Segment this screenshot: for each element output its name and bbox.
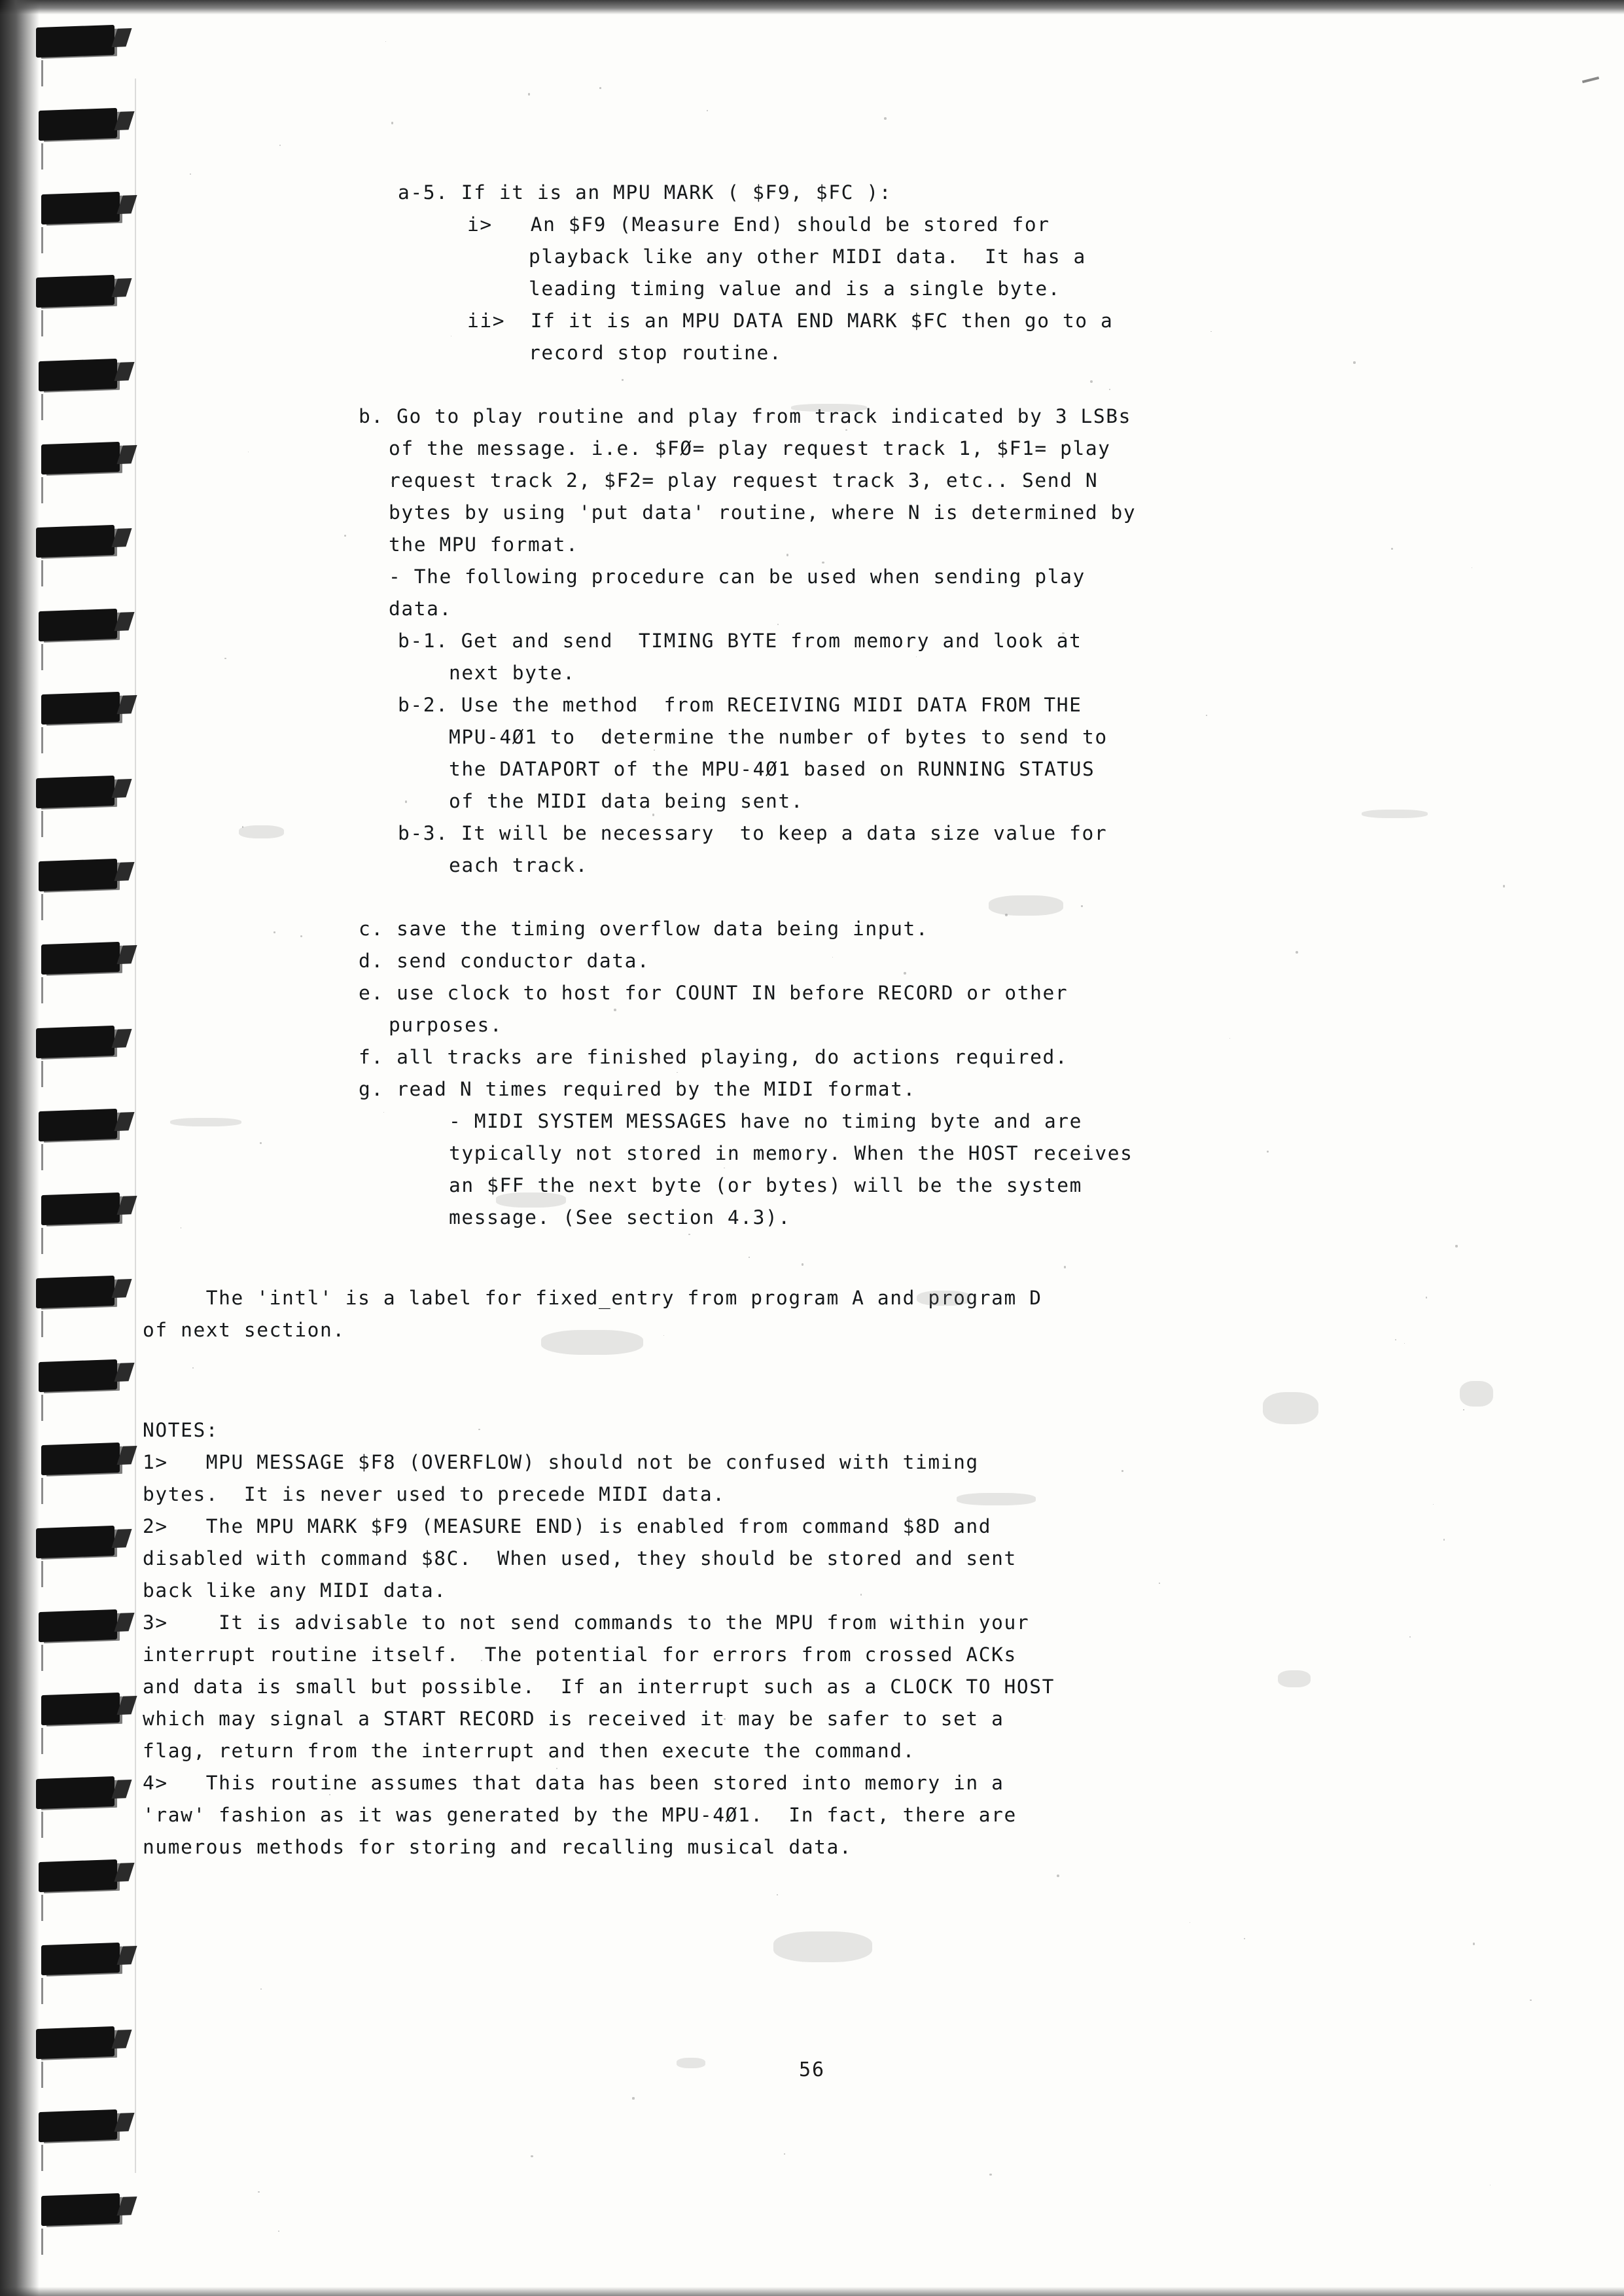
body-line: b. Go to play routine and play from track indicated by 3 LSBs <box>359 405 1131 427</box>
binding-hole <box>41 1693 120 1725</box>
body-line: typically not stored in memory. When the HOST receives <box>449 1142 1133 1164</box>
binding-tick <box>41 477 43 503</box>
body-line: of the MIDI data being sent. <box>449 790 804 812</box>
scan-speck <box>190 173 191 175</box>
notes-line: which may signal a START RECORD is received it may be safer to set a <box>143 1708 1004 1730</box>
body-line: d. send conductor data. <box>359 950 650 972</box>
binding-tick <box>41 394 43 420</box>
scan-speck <box>777 624 779 625</box>
paragraph-gap <box>143 882 1569 913</box>
scan-speck <box>1395 1339 1396 1340</box>
body-line: playback like any other MIDI data. It has a <box>529 245 1086 268</box>
spiral-binding-holes <box>36 26 134 2278</box>
scan-smudge <box>1263 1392 1318 1424</box>
notes-line: and data is small but possible. If an interrupt such as a CLOCK TO HOST <box>143 1676 1055 1698</box>
scan-speck <box>481 1660 482 1661</box>
notes-line: interrupt routine itself. The potential for errors from crossed ACKs <box>143 1643 1017 1666</box>
scan-edge-left <box>0 0 39 2296</box>
scan-smudge <box>677 2058 705 2068</box>
binding-hole <box>36 776 115 808</box>
page-number: 56 <box>798 2058 826 2081</box>
scan-smudge <box>773 1931 872 1962</box>
scan-speck <box>845 429 847 431</box>
binding-hole <box>39 108 117 141</box>
notes-gap <box>143 1346 1569 1414</box>
binding-hole <box>41 1943 120 1975</box>
scan-smudge <box>239 825 285 838</box>
document-body <box>143 177 1569 1863</box>
binding-hole <box>39 1609 117 1642</box>
scan-speck <box>632 2097 634 2099</box>
binding-hole <box>36 25 115 58</box>
notes-line: 2> The MPU MARK $F9 (MEASURE END) is enabled from command $8D and <box>143 1515 992 1537</box>
scan-corner-mark <box>1582 77 1599 83</box>
scan-speck <box>260 1142 262 1144</box>
body-line: message. (See section 4.3). <box>449 1206 791 1229</box>
binding-tick <box>41 1728 43 1754</box>
binding-tick <box>41 1978 43 2004</box>
binding-hole <box>39 1109 117 1141</box>
body-line: an $FF the next byte (or bytes) will be the system <box>449 1174 1083 1196</box>
binding-hole <box>41 1193 120 1225</box>
intl-paragraph-line: The 'intl' is a label for fixed_entry from program A and program D <box>143 1287 1042 1309</box>
scan-speck <box>724 1718 726 1720</box>
scan-smudge <box>496 1193 566 1207</box>
body-line: b-3. It will be necessary to keep a data size value for <box>398 822 1108 844</box>
binding-tick <box>41 1395 43 1421</box>
binding-tick <box>41 1061 43 1087</box>
scan-smudge <box>791 404 867 412</box>
scan-speck <box>1109 389 1110 390</box>
notes-line: 'raw' fashion as it was generated by the MPU-4Ø1. In fact, there are <box>143 1804 1017 1826</box>
scan-smudge <box>1278 1670 1311 1687</box>
binding-hole <box>36 1526 115 1558</box>
body-line: f. all tracks are finished playing, do actions required. <box>359 1046 1068 1068</box>
binding-tick <box>41 143 43 170</box>
binding-hole <box>36 1026 115 1058</box>
body-line: e. use clock to host for COUNT IN before RECORD or other <box>359 982 1068 1004</box>
section-gap <box>143 1234 1569 1282</box>
paragraph-gap <box>143 369 1569 401</box>
scan-speck <box>802 1263 803 1265</box>
binding-hole <box>41 2193 120 2225</box>
scan-artifact-line <box>135 79 136 2173</box>
scan-smudge <box>541 1330 643 1355</box>
scan-speck <box>1296 951 1298 954</box>
scan-speck <box>622 379 624 381</box>
scan-speck <box>1530 2000 1531 2001</box>
body-line: purposes. <box>389 1014 503 1036</box>
scan-speck <box>279 145 281 146</box>
body-line: bytes by using 'put data' routine, where N is determined by <box>389 501 1137 524</box>
scan-speck <box>951 295 952 296</box>
body-line: i> An $F9 (Measure End) should be stored for <box>467 213 1050 236</box>
scan-speck <box>1353 361 1355 363</box>
binding-hole <box>39 609 117 641</box>
scan-speck <box>654 749 655 751</box>
scan-speck <box>258 2191 259 2193</box>
binding-hole <box>41 1443 120 1475</box>
scan-speck <box>478 1429 480 1430</box>
scan-speck <box>573 1788 574 1789</box>
body-line: leading timing value and is a single byte. <box>529 278 1061 300</box>
binding-hole <box>39 1859 117 1892</box>
body-line: next byte. <box>449 662 576 684</box>
scan-smudge <box>989 895 1063 916</box>
binding-tick <box>41 1478 43 1504</box>
binding-tick <box>41 2145 43 2171</box>
binding-tick <box>41 1895 43 1921</box>
notes-line: bytes. It is never used to precede MIDI data. <box>143 1483 726 1505</box>
binding-hole <box>36 275 115 308</box>
scan-speck <box>278 2231 279 2232</box>
binding-hole <box>41 942 120 975</box>
body-line: c. save the timing overflow data being input. <box>359 918 929 940</box>
scan-smudge <box>170 1118 241 1127</box>
scan-speck <box>688 1234 690 1235</box>
notes-line: numerous methods for storing and recalling musical data. <box>143 1836 853 1858</box>
notes-line: disabled with command $8C. When used, they should be stored and sent <box>143 1547 1017 1570</box>
body-line: g. read N times required by the MIDI format. <box>359 1078 916 1100</box>
binding-tick <box>41 727 43 753</box>
binding-hole <box>39 359 117 391</box>
notes-heading: NOTES: <box>143 1419 219 1441</box>
body-line: a-5. If it is an MPU MARK ( $F9, $FC ): <box>398 181 892 204</box>
binding-tick <box>41 60 43 86</box>
body-line: the MPU format. <box>389 533 579 556</box>
binding-hole <box>39 2109 117 2142</box>
body-line: the DATAPORT of the MPU-4Ø1 based on RUNNING STATUS <box>449 758 1095 780</box>
notes-line: 3> It is advisable to not send commands to the MPU from within your <box>143 1611 1030 1634</box>
scan-speck <box>1062 632 1064 634</box>
intl-paragraph-line: of next section. <box>143 1319 345 1341</box>
scan-speck <box>260 1988 262 1990</box>
scan-edge-bottom <box>0 2287 1624 2296</box>
notes-line: 1> MPU MESSAGE $F8 (OVERFLOW) should not be confused with timing <box>143 1451 979 1473</box>
body-line: request track 2, $F2= play request track 3, etc.. Send N <box>389 469 1099 492</box>
scan-speck <box>1206 715 1207 716</box>
body-line: of the message. i.e. $FØ= play request track 1, $F1= play <box>389 437 1111 459</box>
scan-smudge <box>957 1493 1036 1505</box>
binding-tick <box>41 1645 43 1671</box>
scan-speck <box>1473 1943 1475 1945</box>
binding-hole <box>36 1276 115 1308</box>
body-line: MPU-4Ø1 to determine the number of bytes to send to <box>449 726 1108 748</box>
binding-hole <box>39 859 117 891</box>
binding-hole <box>36 525 115 558</box>
binding-hole <box>41 192 120 224</box>
scan-smudge <box>917 1291 971 1306</box>
scan-speck <box>413 1494 414 1496</box>
body-line: - The following procedure can be used when sending play <box>389 565 1086 588</box>
body-line: each track. <box>449 854 588 876</box>
body-line: - MIDI SYSTEM MESSAGES have no timing byte and are <box>449 1110 1083 1132</box>
binding-hole <box>41 442 120 475</box>
binding-tick <box>41 811 43 837</box>
binding-tick <box>41 1144 43 1170</box>
body-line: b-2. Use the method from RECEIVING MIDI DATA FROM THE <box>398 694 1082 716</box>
scan-speck <box>599 87 601 89</box>
binding-hole <box>36 1776 115 1808</box>
scan-speck <box>1244 1938 1245 1939</box>
notes-line: 4> This routine assumes that data has been stored into memory in a <box>143 1772 1004 1794</box>
scan-speck <box>1229 1038 1230 1039</box>
scan-speck <box>1081 905 1083 907</box>
binding-hole <box>41 692 120 725</box>
scan-speck <box>1064 1266 1066 1268</box>
scan-speck <box>1463 1409 1464 1410</box>
binding-tick <box>41 560 43 586</box>
scan-speck <box>1267 1151 1269 1153</box>
binding-tick <box>41 2229 43 2255</box>
scan-smudge <box>1362 810 1428 818</box>
scan-speck <box>712 1556 713 1558</box>
body-line: ii> If it is an MPU DATA END MARK $FC then go to a <box>467 310 1114 332</box>
scan-edge-top <box>0 0 1624 14</box>
scan-speck <box>884 117 887 120</box>
scan-speck <box>707 110 708 111</box>
scan-speck <box>385 41 386 42</box>
binding-hole <box>39 1359 117 1391</box>
binding-tick <box>41 977 43 1003</box>
binding-tick <box>41 644 43 670</box>
scan-speck <box>1121 1470 1123 1471</box>
notes-line: back like any MIDI data. <box>143 1579 447 1602</box>
scan-speck <box>904 972 906 975</box>
scan-speck <box>1391 548 1393 550</box>
scan-speck <box>391 122 393 124</box>
scan-speck <box>777 1894 778 1895</box>
binding-tick <box>41 1311 43 1337</box>
body-line: data. <box>389 598 452 620</box>
body-line: record stop routine. <box>529 342 783 364</box>
notes-line: flag, return from the interrupt and then execute the command. <box>143 1740 915 1762</box>
scan-speck <box>531 2155 533 2157</box>
scan-speck <box>528 93 531 96</box>
scan-speck <box>1057 1874 1059 1877</box>
scan-speck <box>749 1257 750 1258</box>
binding-tick <box>41 310 43 336</box>
scan-speck <box>1503 885 1506 888</box>
scan-speck <box>860 1594 862 1595</box>
scan-speck <box>1433 1504 1434 1505</box>
binding-tick <box>41 1561 43 1587</box>
body-line: b-1. Get and send TIMING BYTE from memory and look at <box>398 630 1082 652</box>
binding-tick <box>41 1812 43 1838</box>
scan-smudge <box>1460 1381 1493 1406</box>
binding-tick <box>41 1228 43 1254</box>
binding-tick <box>41 894 43 920</box>
scan-speck <box>1455 1245 1457 1247</box>
scan-speck <box>989 2174 991 2176</box>
scan-speck <box>784 2153 785 2154</box>
binding-hole <box>36 2026 115 2059</box>
binding-tick <box>41 227 43 253</box>
scan-speck <box>652 814 654 816</box>
scan-speck <box>383 1112 384 1113</box>
